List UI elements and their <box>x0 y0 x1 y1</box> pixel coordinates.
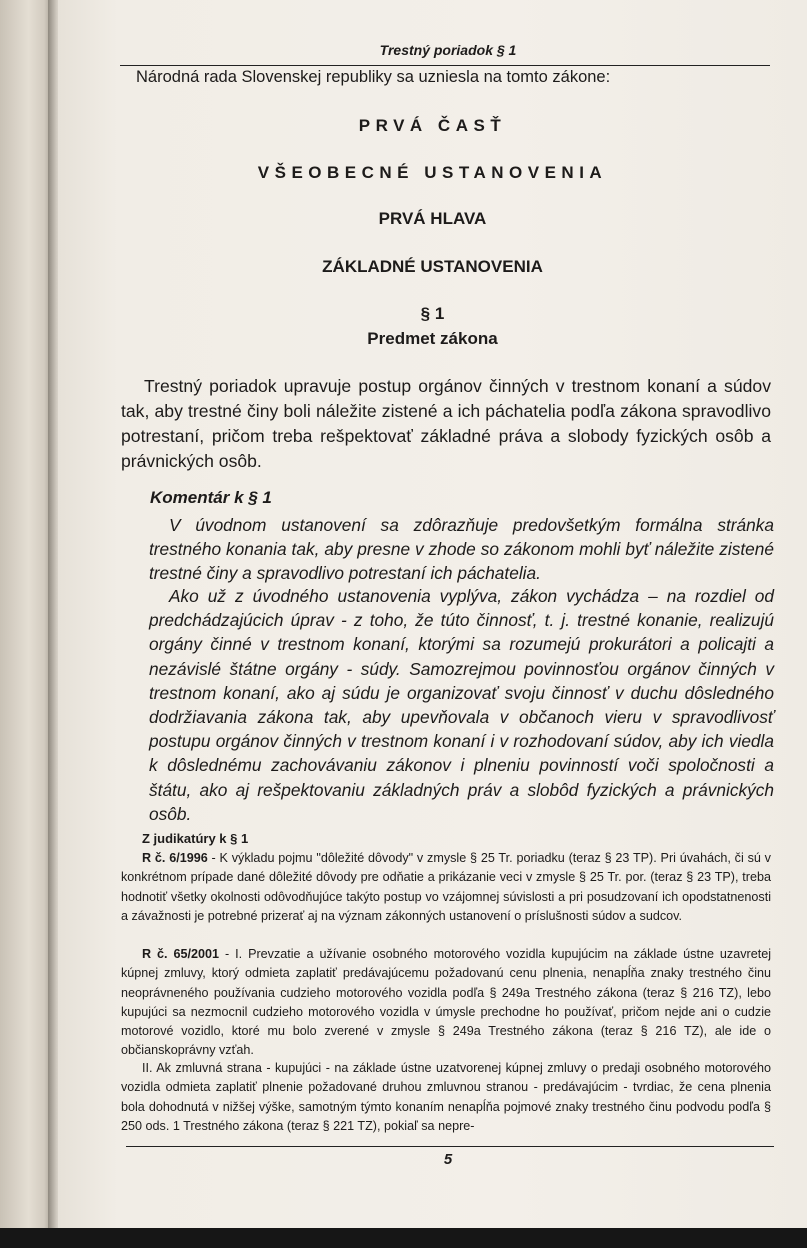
commentary-paragraph: Ako už z úvodného ustanovenia vyplýva, zákon vychádza – na rozdiel od predchádzajúcich úprav - z toho, že túto činnosť, t. j. trestné konanie, realizujú orgány činné v trestnom konaní, ktorými sa rozumejú prokurátori a policajti a nezávislé štátne orgány - súdy. Samozrejmou povinnosťou orgánov činných v trestnom konaní, ako aj súdu je organizovať svoju činnosť v duchu dôsledného dodržiavania zákona tak, aby upevňovala v občanoch vieru v spravodlivosť postupu orgánov činných v trestnom konaní i v rozhodovaní súdov, aby ich viedla k dôslednému zachovávaniu zákonov i plneniu povinností voči spoločnosti a štátu, ako aj rešpektovaniu základných práv a slobôd fyzických a právnických osôb. <box>149 586 774 824</box>
case-law-entry <box>121 849 771 926</box>
commentary-paragraph: V úvodnom ustanovení sa zdôrazňuje predovšetkým formálna stránka trestného konania tak, aby presne v zhode so zákonom mohli byť náležite zistené trestné činy a spravodlivo potrestaní ich páchatelia. <box>149 515 774 584</box>
book-page <box>58 0 807 1228</box>
case-text: - I. Prevzatie a užívanie osobného motorového vozidla kupujúcim na základe ústne uzavretej kúpnej zmluvy, ktorý odmieta zaplatiť predávajúcemu požadovanú cenu plnenia, nenapĺňa znaky trestného činu neoprávneného používania cudzieho motorového vozidla podľa § 249a Trestného zákona (teraz § 216 TZ), lebo kupujúci sa nezmocnil cudzieho motorového vozidla v úmysle prechodne ho používať, pričom nejde ani o cudzie motorové vozidlo, ktoré mu bolo zverené v zmysle § 249a Trestného zákona (teraz § 216 TZ), ale ide o občianskoprávny vzťah. <box>121 947 772 1058</box>
commentary-title: Komentár k § 1 <box>150 488 272 507</box>
case-text: II. Ak zmluvná strana - kupujúci - na základe ústne uzatvorenej kúpnej zmluvy o predaji osobného motorového vozidla odmieta zaplatiť plnenie požadované druhou zmluvnou stranou - predávajúcim - tvrdiac, že cena plnenia bola dohodnutá v nižšej výške, samotným týmto konaním nenapĺňa pojmové znaky trestného činu podvodu podľa § 250 ods. 1 Trestného zákona (teraz § 221 TZ), pokiaľ sa nepre- <box>121 1061 771 1133</box>
running-head: Trestný poriadok § 1 <box>379 42 517 58</box>
header-rule <box>120 65 770 66</box>
chapter-title: PRVÁ HLAVA <box>378 209 487 228</box>
footer-rule <box>126 1146 774 1147</box>
section-title: Predmet zákona <box>367 329 498 348</box>
case-law-entry <box>121 1059 771 1136</box>
section-text: Trestný poriadok upravuje postup orgánov činných v trestnom konaní a súdov tak, aby trestné činy boli náležite zistené a ich páchatelia podľa zákona spravodlivo potrestaní, pričom treba rešpektovať základné práva a slobody fyzických osôb a právnických osôb. <box>121 376 771 471</box>
case-ref: R č. 6/1996 <box>142 851 208 865</box>
case-ref: R č. 65/2001 <box>142 947 220 961</box>
page-number: 5 <box>443 1151 453 1168</box>
case-text: - K výkladu pojmu "dôležité dôvody" v zmysle § 25 Tr. poriadku (teraz § 23 TP). Pri úvahách, či sú v konkrétnom prípade dané dôležité dôvody pre odňatie a prikázanie veci v zmysle § 25 Tr. por. (teraz § 23 TP), treba hodnotiť všetky okolnosti odôvodňujúce takýto postup vo vzájomnej súvislosti a pri posudzovaní ich opodstatnenosti a závažnosti je potrebné prizerať aj na význam zákonných ustanovení o príslušnosti súdov a sudcov. <box>121 851 771 923</box>
case-law-title: Z judikatúry k § 1 <box>142 831 249 846</box>
enactment-clause: Národná rada Slovenskej republiky sa uzniesla na tomto zákone: <box>136 68 611 86</box>
basic-provisions-heading: ZÁKLADNÉ USTANOVENIA <box>322 257 543 276</box>
scan-bottom-edge <box>0 1228 807 1248</box>
left-page-edge <box>0 0 52 1228</box>
case-law-entry <box>121 945 771 1061</box>
section-number: § 1 <box>420 304 445 323</box>
general-provisions-heading: VŠEOBECNÉ USTANOVENIA <box>257 163 608 182</box>
part-title: PRVÁ ČASŤ <box>358 116 507 135</box>
